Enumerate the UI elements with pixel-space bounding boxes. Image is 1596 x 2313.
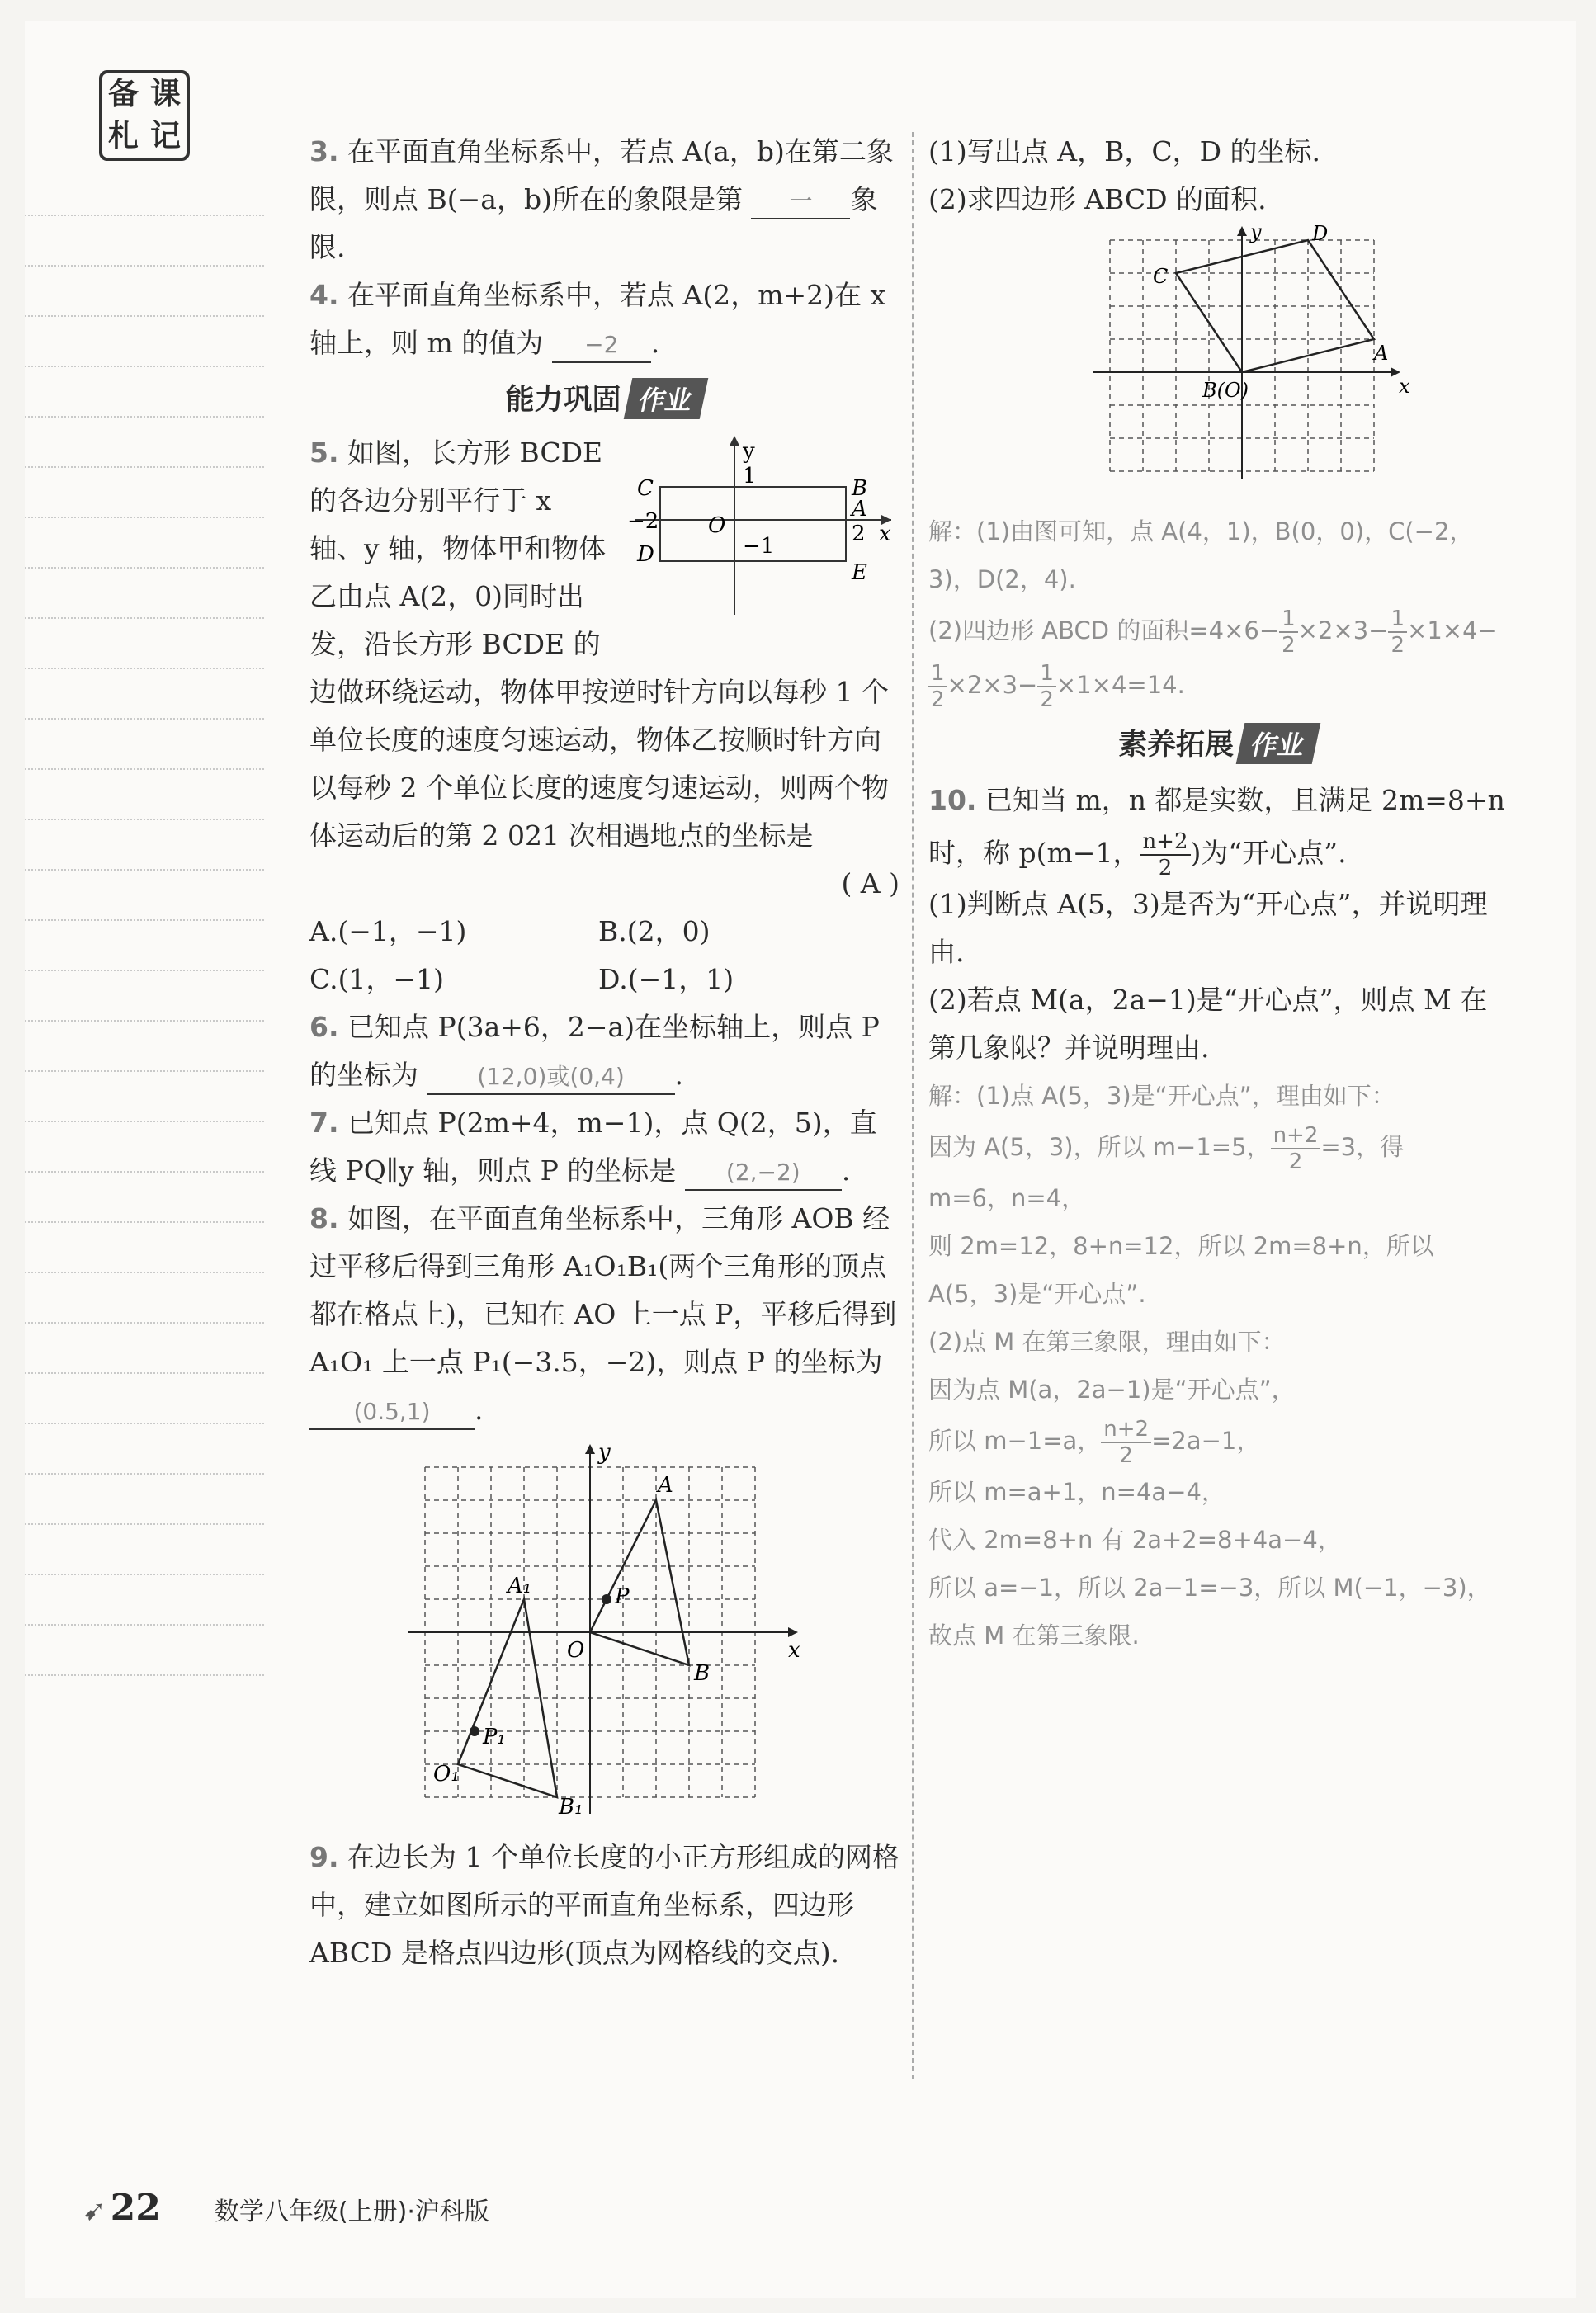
numerator: n+2 [1101,1417,1151,1443]
solution-text: 所以 m−1=a， [928,1427,1102,1455]
section-heading [309,377,900,419]
fraction [1271,1123,1321,1174]
section-title: 能力巩固 [505,384,621,417]
section-tag: 作业 [623,378,708,419]
question-4 [309,271,900,367]
answer: (0.5,1) [309,1395,475,1430]
fraction [1279,607,1298,658]
rectangle-figure [619,429,900,619]
denominator: 2 [1119,1443,1133,1468]
tick-label: 2 [852,522,866,546]
y-arrow-icon [585,1444,595,1454]
fraction [928,661,947,712]
question-text: 已知点 P(2m+4，m−1)，点 Q(2，5)，直线 PQ∥y 轴，则点 P 的坐标是 [309,1107,877,1187]
point-label: C [637,476,654,501]
answer: 一 [751,185,850,219]
quadrilateral-figure [928,224,1506,504]
question-9 [309,1834,900,1977]
sub-question: (2)求四边形 ABCD 的面积. [928,183,1267,215]
sub-question: (1)判断点 A(5，3)是否为“开心点”，并说明理由. [928,888,1488,968]
denominator: 2 [1040,687,1054,712]
point-label: C [1153,265,1169,288]
denominator: 2 [1288,1149,1303,1174]
solution-text: ×2×3− [1297,616,1389,644]
question-6 [309,1003,900,1099]
sub-question: (1)写出点 A，B，C，D 的坐标. [928,135,1321,168]
question-text: . [475,1394,484,1426]
column-divider [912,132,914,2079]
section-title: 素养拓展 [1117,729,1234,762]
section-heading [928,722,1506,764]
answer: (2,−2) [685,1156,842,1191]
point-label: A [658,1473,673,1498]
question-text: 如图，长方形 BCDE 的各边分别平行于 x 轴、y 轴，物体甲和物体乙由点 A(2，0)同时出发，沿长方形 BCDE 的边做环绕运动，物体甲按逆时针方向以每秒 1 个单位长度的速度匀速运动，物体乙按顺时针方向以每秒 2 个单位长度的速度匀速运动，则两个物体运动后的第 2 021 次相遇地点的坐标是 [309,437,889,852]
origin-label: O [567,1638,585,1663]
page-number: 22 [110,2187,161,2229]
left-column [309,128,900,1977]
solution-text: =2a−1， [1151,1427,1261,1455]
question-number: 10. [928,784,977,816]
question-text: 已知当 m，n 都是实数，且满足 2m=8+n 时，称 p [928,784,1505,869]
question-text: . [841,1154,851,1187]
section-tag: 作业 [1236,723,1321,764]
question-number: 3. [309,135,339,168]
point-label: B₁ [559,1795,583,1820]
x-label: x [879,522,891,546]
tick-label: −1 [743,534,775,559]
question-text: 已知点 P(3a+6，2−a)在坐标轴上，则点 P 的坐标为 [309,1011,880,1091]
point-label: O₁ [433,1762,460,1787]
solution-line [928,603,1506,712]
solution-line: 则 2m=12，8+n=12，所以 2m=8+n，所以 A(5，3)是“开心点”. [928,1232,1434,1308]
option: C.(1，−1) [309,963,444,995]
numerator: n+2 [1271,1123,1321,1149]
question-text: (m−1， [1036,837,1140,869]
y-label: y [743,439,755,464]
fraction [1037,661,1056,712]
y-arrow-icon [1237,226,1247,236]
denominator: 2 [1391,633,1405,658]
question-number: 5. [309,437,339,469]
question-10 [928,774,1506,880]
question-text: 在平面直角坐标系中，若点 A(2，m+2)在 x 轴上，则 m 的值为 [309,279,886,359]
numerator: n+2 [1140,829,1190,856]
point-label: D [637,542,654,567]
book-title: 数学八年级(上册)·沪科版 [214,2197,489,2226]
point-label: P [615,1584,630,1609]
sub-question: (2)若点 M(a，2a−1)是“开心点”，则点 M 在第几象限？并说明理由. [928,984,1488,1064]
x-label: x [788,1638,800,1663]
solution-line: 因为点 M(a，2a−1)是“开心点”， [928,1376,1296,1404]
triangle-translation-figure [309,1434,900,1830]
solution-line: (2)点 M 在第三象限，理由如下： [928,1328,1286,1356]
question-text: 在平面直角坐标系中，若点 A(a，b)在第二象限，则点 B(−a，b)所在的象限是第 [309,135,894,215]
solution-text: =3，得 [1320,1133,1405,1161]
x-arrow-icon [788,1627,798,1637]
solution-text: 因为 A(5，3)，所以 m−1=5， [928,1133,1271,1161]
solution-line: 解：(1)由图可知，点 A(4，1)，B(0，0)，C(−2，3)，D(2，4). [928,517,1474,593]
denominator: 2 [931,687,945,712]
answer: −2 [552,328,651,363]
choice-answer: ( A ) [841,867,900,899]
solution-text: (2)四边形 ABCD 的面积=4×6− [928,616,1280,644]
y-arrow-icon [730,436,739,446]
solution-line: 代入 2m=8+n 有 2a+2=8+4a−4， [928,1526,1342,1554]
badge-char: 课 [150,76,181,111]
badge-char: 札 [108,118,139,153]
question-text: . [674,1059,683,1091]
question-8 [309,1195,900,1434]
question-text: 为“开心点”. [1201,837,1347,869]
x-label: x [1399,375,1410,398]
origin-label: O [708,513,726,538]
question-number: 9. [309,1841,339,1873]
tick-label: −2 [627,509,659,534]
question-number: 4. [309,279,339,311]
point-label: B(O) [1202,379,1249,402]
question-number: 6. [309,1011,339,1043]
denominator: 2 [1158,856,1173,880]
triangle-aob [590,1500,689,1665]
point-label: P₁ [483,1725,506,1749]
denominator: 2 [1282,633,1296,658]
option: B.(2，0) [598,915,711,947]
numerator: 1 [1279,607,1298,633]
numerator: 1 [928,661,947,687]
solution-text: ×2×3− [947,671,1038,699]
solution-line [928,1414,1506,1468]
point-p [602,1594,611,1604]
tick-label: 1 [743,464,757,489]
solution-line: m=6，n=4， [928,1184,1086,1212]
fraction [1388,607,1407,658]
point-label: E [852,560,867,585]
badge-char: 备 [108,76,139,111]
fraction [1140,829,1190,880]
corner-arrow-icon: ➹ [83,2194,106,2227]
question-text: ) [1190,837,1202,869]
answer: (12,0)或(0,4) [427,1060,675,1095]
solution-line [928,1120,1506,1174]
question-5 [309,429,900,1003]
right-column [928,128,1506,1659]
point-label: A₁ [508,1574,532,1598]
point-label: A [1374,342,1389,365]
question-number: 7. [309,1107,339,1139]
question-7 [309,1099,900,1195]
solution-text: ×1×4− [1407,616,1498,644]
solution-line: 解：(1)点 A(5，3)是“开心点”，理由如下： [928,1082,1395,1110]
point-p1 [470,1726,479,1736]
option: A.(−1，−1) [309,915,467,947]
point-label: D [1312,224,1329,245]
solution-line: 所以 m=a+1，n=4a−4， [928,1478,1225,1506]
numerator: 1 [1037,661,1056,687]
options [309,908,900,1003]
fraction [1101,1417,1151,1468]
question-text: 象限. [309,183,878,263]
option: D.(−1，1) [598,963,734,995]
point-label: A [852,497,867,522]
numerator: 1 [1388,607,1407,633]
note-badge [99,70,190,161]
question-number: 8. [309,1202,339,1234]
solution-text: ×1×4=14. [1055,671,1185,699]
solution-line: 所以 a=−1，所以 2a−1=−3，所以 M(−1，−3)， [928,1574,1491,1602]
question-text: . [650,327,660,359]
page-footer [83,2187,489,2229]
point-label: B [852,476,868,501]
y-label: y [598,1440,611,1465]
question-text: 在边长为 1 个单位长度的小正方形组成的网格中，建立如图所示的平面直角坐标系，四边形 ABCD 是格点四边形(顶点为网格线的交点). [309,1841,900,1969]
badge-char: 记 [150,118,181,153]
y-label: y [1250,224,1262,243]
question-text: 如图，在平面直角坐标系中，三角形 AOB 经过平移后得到三角形 A₁O₁B₁(两个三角形的顶点都在格点上)，已知在 AO 上一点 P，平移后得到 A₁O₁ 上一点 P₁(−3.5，−2)，则点 P 的坐标为 [309,1202,897,1378]
point-label: B [694,1661,711,1686]
solution-line: 故点 M 在第三象限. [928,1621,1140,1650]
note-lines [25,215,264,1725]
question-3 [309,128,900,271]
